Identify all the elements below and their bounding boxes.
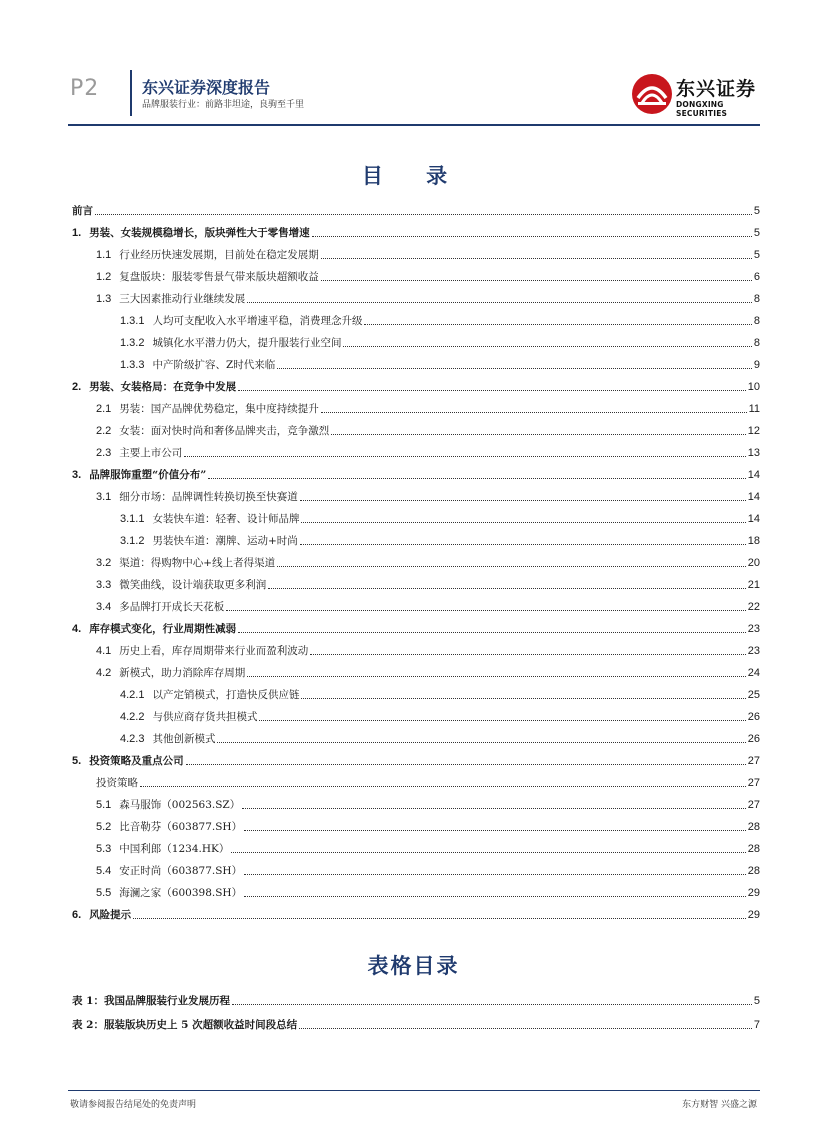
toc-entry-number: 4.2.2 [120,711,145,723]
toc-entry[interactable] [72,724,760,746]
dot-leader [301,698,745,699]
toc-entry-number: 3. [72,469,82,481]
toc-entry-label: 多品牌打开成长天花板 [119,601,225,613]
dot-leader [331,434,745,435]
toc-entry-label: 女装：面对快时尚和奢侈品牌夹击，竞争激烈 [119,425,330,437]
table-toc-title: 表格目录 [367,954,460,978]
toc-entry-page: 23 [747,623,760,635]
toc-entry-number: 3.1.2 [120,535,145,547]
toc-entry[interactable] [72,262,760,284]
toc-entry-label: 中产阶级扩容、Z时代来临 [152,359,276,371]
toc-entry-page: 21 [747,579,760,591]
toc-entry-label: 投资策略 [96,777,138,789]
toc-entry-page: 5 [753,249,760,261]
table-toc-entry-label: 表 1：我国品牌服装行业发展历程 [72,995,230,1007]
toc-entry[interactable] [72,482,760,504]
toc-entry-number: 5.2 [96,821,112,833]
toc-entry[interactable] [72,328,760,350]
dot-leader [238,390,746,391]
toc-entry[interactable] [72,636,760,658]
toc-entry-page: 28 [747,865,760,877]
toc-entry-number: 2.1 [96,403,112,415]
toc-entry-label: 与供应商存货共担模式 [152,711,258,723]
dot-leader [259,720,745,721]
toc-entry-page: 14 [747,491,760,503]
toc-title: 目 录 [361,164,466,188]
toc-entry-number: 5.4 [96,865,112,877]
toc-entry-page: 13 [747,447,760,459]
dot-leader [321,280,752,281]
toc-entry-label: 复盘版块：服装零售景气带来版块超额收益 [119,271,319,283]
toc-entry-number: 3.3 [96,579,112,591]
toc-entry-page: 27 [747,799,760,811]
toc-entry[interactable] [72,504,760,526]
table-toc-entry[interactable] [72,984,760,1008]
toc-entry[interactable] [72,614,760,636]
toc-entry-number: 5. [72,755,82,767]
toc-entry-label: 以产定销模式，打造快反供应链 [152,689,300,701]
table-toc-list [72,984,760,1032]
toc-entry-page: 14 [747,469,760,481]
toc-entry-number: 1.3.2 [120,337,145,349]
toc-entry-page: 28 [747,821,760,833]
dot-leader [364,324,751,325]
dot-leader [321,412,747,413]
logo-text-en: DONGXING SECURITIES [676,100,728,118]
dot-leader [277,368,752,369]
toc-entry-number: 1.3.1 [120,315,145,327]
toc-entry-number: 5.1 [96,799,112,811]
toc-entry-number: 2. [72,381,82,393]
toc-entry[interactable] [72,834,760,856]
dot-leader [231,852,745,853]
toc-entry-page: 6 [753,271,760,283]
toc-entry-label: 比音勒芬（603877.SH） [119,821,243,833]
toc-entry-label: 新模式，助力消除库存周期 [119,667,246,679]
dot-leader [244,830,746,831]
toc-entry-number: 4.2 [96,667,112,679]
toc-entry-label: 历史上看，库存周期带来行业而盈利波动 [119,645,309,657]
dot-leader [217,742,745,743]
toc-entry-page: 5 [753,205,760,217]
page-number: P2 [70,76,100,101]
toc-entry[interactable] [72,702,760,724]
toc-entry-page: 25 [747,689,760,701]
toc-entry[interactable] [72,570,760,592]
dot-leader [232,1004,752,1005]
toc-entry-label: 三大因素推动行业继续发展 [119,293,246,305]
report-title: 东兴证券深度报告 [142,78,271,97]
toc-entry-page: 9 [753,359,760,371]
toc-entry-label: 细分市场：品牌调性转换切换至快赛道 [119,491,298,503]
toc-entry-label: 库存模式变化，行业周期性减弱 [89,623,237,635]
table-toc-entry-page: 5 [753,995,760,1007]
toc-entry[interactable] [72,350,760,372]
toc-entry-label: 男装：国产品牌优势稳定，集中度持续提升 [119,403,319,415]
toc-entry[interactable] [72,394,760,416]
toc-entry-label: 其他创新模式 [152,733,216,745]
dot-leader [268,588,745,589]
toc-entry-number: 3.1.1 [120,513,145,525]
toc-entry-label: 人均可支配收入水平增速平稳，消费理念升级 [152,315,363,327]
toc-entry-page: 14 [747,513,760,525]
toc-entry-page: 28 [747,843,760,855]
toc-list [72,196,760,922]
toc-entry-number: 4. [72,623,82,635]
dot-leader [301,522,745,523]
toc-entry-number: 4.2.1 [120,689,145,701]
table-toc-entry-page: 7 [753,1019,760,1031]
toc-entry-number: 1.1 [96,249,112,261]
toc-entry-number: 4.1 [96,645,112,657]
toc-entry-label: 男装、女装格局：在竞争中发展 [89,381,237,393]
toc-entry-label: 中国利郎（1234.HK） [119,843,230,855]
toc-entry-number: 3.4 [96,601,112,613]
dot-leader [95,214,752,215]
table-toc-entry-label: 表 2：服装版块历史上 5 次超额收益时间段总结 [72,1019,298,1031]
report-subtitle: 品牌服装行业：前路非坦途，良驹至千里 [142,100,305,110]
toc-entry-page: 26 [747,711,760,723]
dot-leader [208,478,745,479]
toc-entry-page: 24 [747,667,760,679]
toc-entry-page: 29 [747,887,760,899]
logo-text-cn: 东兴证券 [676,78,757,100]
toc-entry[interactable] [72,372,760,394]
toc-entry-number: 3.1 [96,491,112,503]
toc-entry[interactable] [72,658,760,680]
toc-entry-page: 22 [747,601,760,613]
toc-entry-label: 前言 [72,205,93,217]
toc-entry-number: 6. [72,909,82,921]
toc-entry-page: 11 [748,403,760,415]
toc-entry[interactable] [72,460,760,482]
dot-leader [310,654,745,655]
footer-disclaimer: 敬请参阅报告结尾处的免责声明 [70,1100,197,1110]
toc-entry[interactable] [72,196,760,218]
dot-leader [244,896,746,897]
toc-entry-number: 2.3 [96,447,112,459]
toc-entry[interactable] [72,746,760,768]
toc-entry-label: 行业经历快速发展期，目前处在稳定发展期 [119,249,319,261]
header-divider [130,70,132,116]
toc-entry[interactable] [72,438,760,460]
dot-leader [226,610,745,611]
toc-entry-label: 女装快车道：轻奢、设计师品牌 [152,513,300,525]
dot-leader [312,236,752,237]
toc-entry-page: 10 [747,381,760,393]
toc-entry-page: 27 [747,777,760,789]
toc-entry-page: 29 [747,909,760,921]
toc-entry[interactable] [72,680,760,702]
dot-leader [300,500,746,501]
toc-entry[interactable] [72,284,760,306]
toc-entry[interactable] [72,416,760,438]
toc-entry-label: 风险提示 [89,909,132,921]
dot-leader [184,456,745,457]
toc-entry[interactable] [72,218,760,240]
toc-entry-page: 23 [747,645,760,657]
toc-entry-number: 1.2 [96,271,112,283]
toc-entry-page: 5 [753,227,760,239]
footer-rule [68,1090,760,1091]
table-toc-entry[interactable] [72,1008,760,1032]
toc-entry-label: 男装快车道：潮牌、运动+时尚 [152,535,298,547]
dot-leader [133,918,746,919]
toc-entry-number: 3.2 [96,557,112,569]
toc-entry-page: 12 [747,425,760,437]
footer-slogan: 东方财智 兴盛之源 [682,1100,757,1110]
dot-leader [242,808,746,809]
brand-logo [630,72,760,118]
dot-leader [300,544,746,545]
toc-entry-label: 海澜之家（600398.SH） [119,887,243,899]
toc-entry-page: 27 [747,755,760,767]
dot-leader [277,566,746,567]
toc-entry-label: 微笑曲线，设计端获取更多利润 [119,579,267,591]
toc-entry[interactable] [72,306,760,328]
toc-entry-label: 森马服饰（002563.SZ） [119,799,241,811]
toc-entry[interactable] [72,878,760,900]
dot-leader [247,302,752,303]
toc-entry-page: 8 [753,315,760,327]
toc-entry-label: 品牌服饰重塑“价值分布” [89,469,207,481]
dot-leader [299,1028,752,1029]
toc-entry[interactable] [72,790,760,812]
dot-leader [343,346,751,347]
toc-entry-number: 2.2 [96,425,112,437]
toc-entry-number: 1.3 [96,293,112,305]
toc-entry-number: 4.2.3 [120,733,145,745]
toc-entry[interactable] [72,526,760,548]
toc-entry-number: 5.3 [96,843,112,855]
toc-entry-label: 城镇化水平潜力仍大，提升服装行业空间 [152,337,342,349]
toc-entry-page: 26 [747,733,760,745]
toc-entry-number: 1.3.3 [120,359,145,371]
toc-entry-label: 渠道：得购物中心+线上者得渠道 [119,557,276,569]
toc-entry-number: 1. [72,227,82,239]
toc-entry-label: 安正时尚（603877.SH） [119,865,243,877]
dot-leader [244,874,746,875]
dot-leader [321,258,752,259]
logo-emblem-icon [630,72,674,116]
header-rule [68,124,760,126]
toc-entry[interactable] [72,548,760,570]
toc-entry-label: 主要上市公司 [119,447,183,459]
dot-leader [140,786,746,787]
toc-entry-page: 8 [753,337,760,349]
toc-entry[interactable] [72,856,760,878]
toc-entry-page: 18 [747,535,760,547]
toc-entry[interactable] [72,812,760,834]
toc-entry[interactable] [72,240,760,262]
toc-entry-page: 8 [753,293,760,305]
toc-entry-label: 投资策略及重点公司 [89,755,184,767]
dot-leader [247,676,745,677]
toc-entry[interactable] [72,900,760,922]
toc-entry-number: 5.5 [96,887,112,899]
toc-entry[interactable] [72,768,760,790]
toc-entry[interactable] [72,592,760,614]
toc-entry-page: 20 [747,557,760,569]
dot-leader [238,632,746,633]
toc-entry-label: 男装、女装规模稳增长，版块弹性大于零售增速 [89,227,310,239]
dot-leader [186,764,746,765]
